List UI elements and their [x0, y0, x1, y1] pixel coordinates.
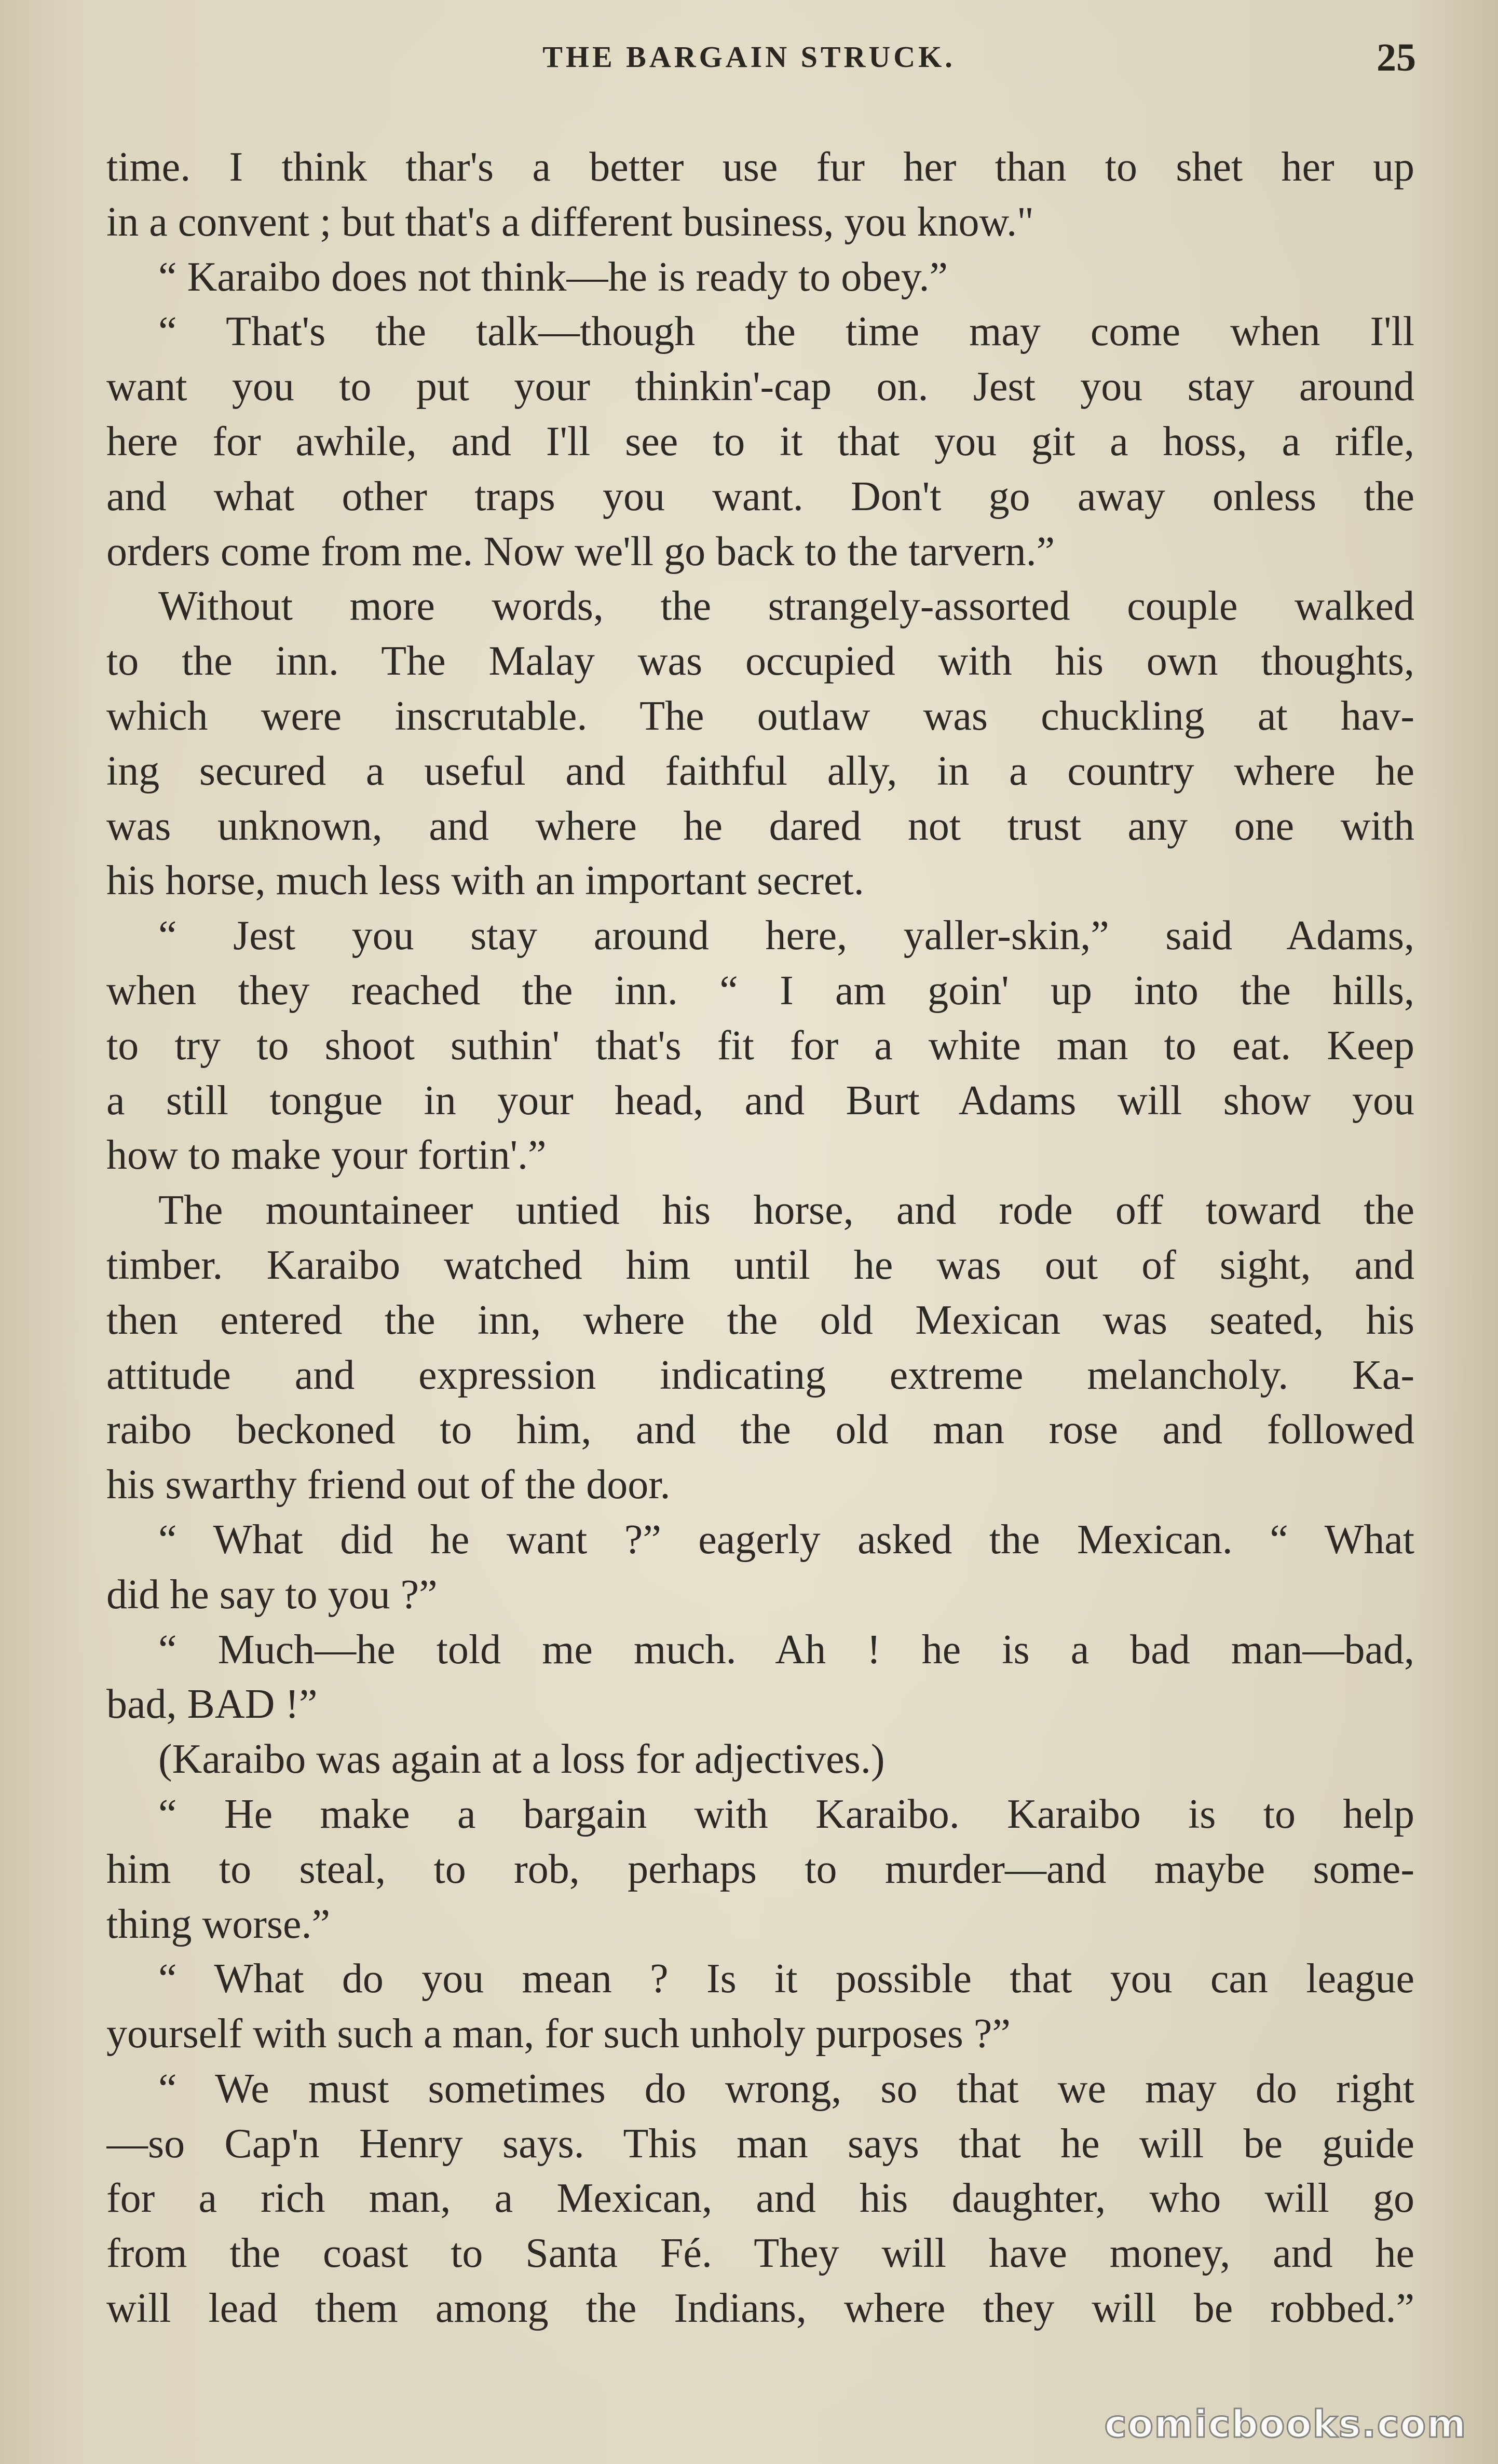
text-line: for a rich man, a Mexican, and his daughter, who will go	[106, 2175, 1414, 2222]
text-line: did he say to you ?”	[106, 1571, 438, 1618]
text-line: “ What did he want ?” eagerly asked the Mexican. “ What	[158, 1516, 1414, 1563]
text-line: Without more words, the strangely-assorted couple walked	[158, 583, 1414, 629]
text-line: here for awhile, and I'll see to it that you git a hoss, a rifle,	[106, 418, 1414, 464]
body-text	[106, 140, 1414, 2336]
text-line: thing worse.”	[106, 1901, 331, 1947]
text-line: yourself with such a man, for such unholy purposes ?”	[106, 2011, 1011, 2057]
text-line: ing secured a useful and faithful ally, in a country where he	[106, 748, 1414, 794]
text-line: timber. Karaibo watched him until he was out of sight, and	[106, 1242, 1414, 1288]
text-line: want you to put your thinkin'-cap on. Jest you stay around	[106, 364, 1414, 410]
watermark: comicbooks.com	[1104, 2402, 1467, 2446]
text-line: “ Karaibo does not think—he is ready to obey.”	[158, 254, 948, 300]
text-line: “ He make a bargain with Karaibo. Karaibo is to help	[158, 1791, 1414, 1837]
text-line: to the inn. The Malay was occupied with his own thoughts,	[106, 638, 1414, 685]
text-line: was unknown, and where he dared not trust any one with	[106, 803, 1414, 849]
text-line: bad, BAD !”	[106, 1681, 318, 1728]
text-line: time. I think thar's a better use fur her than to shet her up	[106, 144, 1414, 190]
text-line: orders come from me. Now we'll go back to the tarvern.”	[106, 528, 1055, 574]
text-line: “ That's the talk—though the time may come when I'll	[158, 309, 1414, 355]
text-line: (Karaibo was again at a loss for adjectives.)	[158, 1736, 885, 1783]
page-number: 25	[1377, 36, 1416, 79]
text-line: then entered the inn, where the old Mexican was seated, his	[106, 1297, 1414, 1343]
text-line: which were inscrutable. The outlaw was chuckling at hav-	[106, 693, 1414, 739]
running-head	[0, 36, 1498, 86]
text-line: to try to shoot suthin' that's fit for a white man to eat. Keep	[106, 1022, 1414, 1069]
text-line: when they reached the inn. “ I am goin' up into the hills,	[106, 967, 1414, 1014]
text-line: his horse, much less with an important secret.	[106, 858, 864, 904]
text-line: his swarthy friend out of the door.	[106, 1462, 671, 1508]
text-line: will lead them among the Indians, where they will be robbed.”	[106, 2285, 1414, 2332]
text-line: “ What do you mean ? Is it possible that you can league	[158, 1956, 1414, 2002]
text-line: from the coast to Santa Fé. They will have money, and he	[106, 2230, 1414, 2277]
running-title: THE BARGAIN STRUCK.	[542, 40, 956, 74]
text-line: raibo beckoned to him, and the old man rose and followed	[106, 1407, 1414, 1453]
text-line: —so Cap'n Henry says. This man says that he will be guide	[106, 2120, 1414, 2167]
text-line: and what other traps you want. Don't go away onless the	[106, 473, 1414, 519]
text-line: “ Jest you stay around here, yaller-skin,” said Adams,	[158, 913, 1414, 959]
text-line: him to steal, to rob, perhaps to murder—and maybe some-	[106, 1846, 1414, 1892]
text-line: The mountaineer untied his horse, and rode off toward the	[158, 1187, 1414, 1234]
text-line: a still tongue in your head, and Burt Adams will show you	[106, 1077, 1414, 1124]
text-line: “ We must sometimes do wrong, so that we may do right	[158, 2065, 1414, 2112]
text-line: how to make your fortin'.”	[106, 1132, 547, 1179]
text-line: “ Much—he told me much. Ah ! he is a bad man—bad,	[158, 1626, 1414, 1673]
text-line: in a convent ; but that's a different business, you know."	[106, 199, 1034, 245]
text-line: attitude and expression indicating extreme melancholy. Ka-	[106, 1352, 1414, 1398]
